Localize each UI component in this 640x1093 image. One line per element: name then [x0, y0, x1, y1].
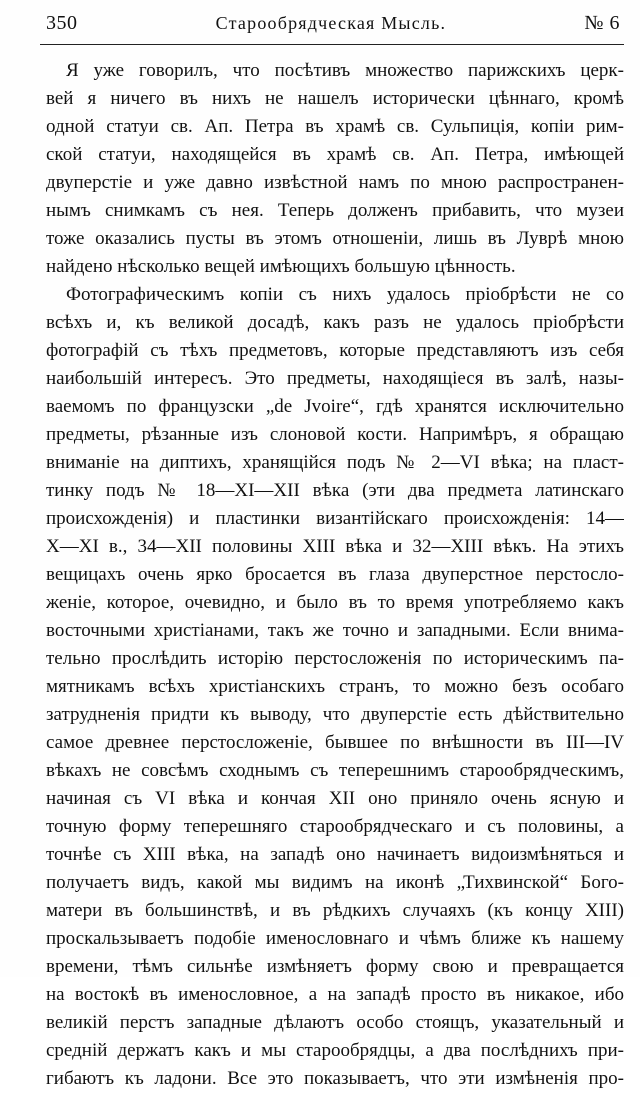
text-line: вниманіе на диптихъ, хранящійся подъ № 2—VI вѣка; на пласт-: [46, 452, 624, 473]
text-line: вещицахъ очень ярко бросается въ глаза двуперстное перстосло-: [46, 564, 624, 585]
text-line: гибаютъ къ ладони. Все это показываетъ, что эти измѣненія про-: [46, 1068, 624, 1089]
text-line: получаетъ видъ, какой мы видимъ на иконѣ „Тихвинской“ Бого-: [46, 872, 624, 893]
text-line: X—XI в., 34—XII половины XIII вѣка и 32—XIII вѣкъ. На этихъ: [46, 536, 624, 557]
text-line: восточными христіанами, такъ же точно и западными. Если внима-: [46, 620, 624, 641]
text-line: двуперстіе и уже давно извѣстной намъ по мною распространен-: [46, 172, 624, 193]
text-line: мятникамъ всѣхъ христіанскихъ странъ, то можно безъ особаго: [46, 676, 624, 697]
text-line: Я уже говорилъ, что посѣтивъ множество парижскихъ церк-: [66, 60, 624, 81]
text-line: одной статуи св. Ап. Петра въ храмѣ св. Сульпиція, копіи рим-: [46, 116, 624, 137]
text-line: тинку подъ № 18—XI—XII вѣка (эти два предмета латинскаго: [46, 480, 624, 501]
text-line: времени, тѣмъ сильнѣе измѣняетъ форму свою и превращается: [46, 956, 624, 977]
text-line: тельно прослѣдить исторію перстосложенія по историческимъ па-: [46, 648, 624, 669]
text-line: средній держатъ какъ и мы старообрядцы, а два послѣднихъ при-: [46, 1040, 624, 1061]
text-line: вей я ничего въ нихъ не нашелъ исторически цѣннаго, кромѣ: [46, 88, 624, 109]
text-line: нымъ снимкамъ съ нея. Теперь долженъ прибавить, что музеи: [46, 200, 624, 221]
page-number: 350: [46, 12, 78, 34]
text-line: предметы, рѣзанные изъ слоновой кости. Напримѣръ, я обращаю: [46, 424, 624, 445]
text-line: наибольшій интересъ. Это предметы, находящіеся въ залѣ, назы-: [46, 368, 624, 389]
text-line: проскальзываетъ подобіе именословнаго и чѣмъ ближе къ нашему: [46, 928, 624, 949]
text-line: точную форму теперешняго старообрядческаго и съ половины, а: [46, 816, 624, 837]
text-line: матери въ большинствѣ, и въ рѣдкихъ случаяхъ (къ концу XIII): [46, 900, 624, 921]
text-line: всѣхъ и, къ великой досадѣ, какъ разъ не удалось пріобрѣсти: [46, 312, 624, 333]
text-line: тоже оказались пусты въ этомъ отношеніи, лишь въ Луврѣ мною: [46, 228, 624, 249]
journal-title: Старообрядческая Мысль.: [215, 13, 447, 33]
text-line: вѣкахъ не совсѣмъ сходнымъ съ теперешнимъ старообрядческимъ,: [46, 760, 624, 781]
header-rule: [40, 44, 624, 45]
text-line: начиная съ VI вѣка и кончая XII оно приняло очень ясную и: [46, 788, 624, 809]
text-line: женіе, которое, очевидно, и было въ то время употребляемо какъ: [46, 592, 624, 613]
text-line: Фотографическимъ копіи съ нихъ удалось пріобрѣсти не со: [66, 284, 624, 305]
text-line: происхожденія) и пластинки византійскаго происхожденія: 14—: [46, 508, 624, 529]
text-line: точнѣе съ XIII вѣка, на западѣ оно начинаетъ видоизмѣняться и: [46, 844, 624, 865]
running-header: [46, 12, 620, 40]
text-line: найдено нѣсколько вещей имѣющихъ большую цѣнность.: [46, 256, 516, 277]
text-line: ской статуи, находящейся въ храмѣ св. Ап. Петра, имѣющей: [46, 144, 624, 165]
text-line: фотографій съ тѣхъ предметовъ, которые представляютъ изъ себя: [46, 340, 624, 361]
text-line: на востокѣ въ именословное, а на западѣ просто въ никакое, ибо: [46, 984, 624, 1005]
paragraph: [46, 281, 624, 1093]
paragraph: [46, 57, 624, 281]
text-line: великій перстъ западные дѣлаютъ особо стоящъ, указательный и: [46, 1012, 624, 1033]
body-text: [46, 57, 624, 1093]
issue-number: № 6: [584, 12, 620, 34]
text-line: затрудненія придти къ выводу, что двуперстіе есть дѣйствительно: [46, 704, 624, 725]
text-line: самое древнее перстосложеніе, бывшее по внѣшности въ III—IV: [46, 732, 624, 753]
text-line: ваемомъ по французски „de Jvoire“, гдѣ хранятся исключительно: [46, 396, 624, 417]
